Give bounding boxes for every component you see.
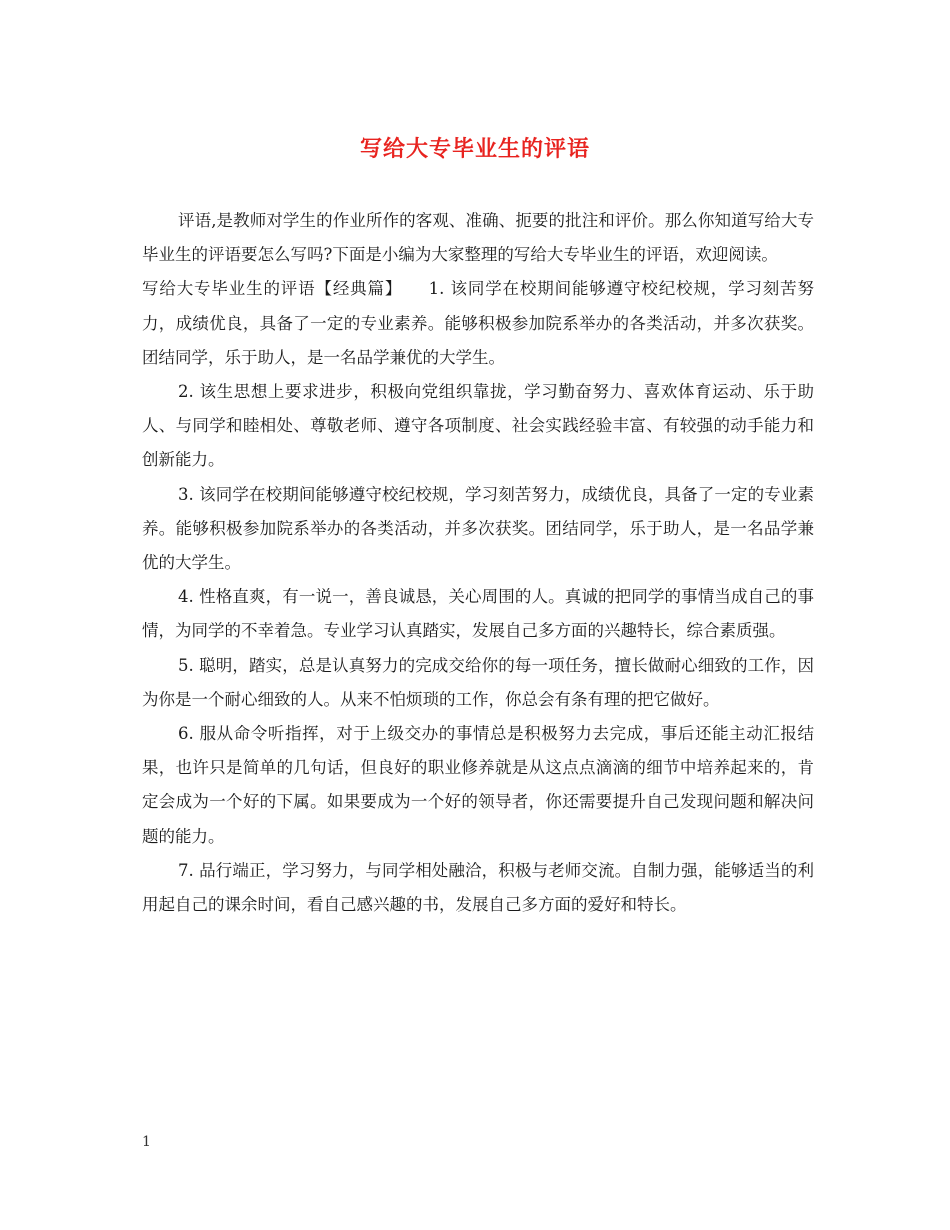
document-title: 写给大专毕业生的评语 <box>359 136 590 162</box>
intro-paragraph: 评语,是教师对学生的作业所作的客观、准确、扼要的批注和评价。那么你知道写给大专毕业生的评语要怎么写吗?下面是小编为大家整理的写给大专毕业生的评语，欢迎阅读。 <box>142 211 814 265</box>
comment-item-4: 4. 性格直爽，有一说一，善良诚恳，关心周围的人。真诚的把同学的事情当成自己的事情，为同学的不幸着急。专业学习认真踏实，发展自己多方面的兴趣特长，综合素质强。 <box>142 587 814 641</box>
comment-item-3: 3. 该同学在校期间能够遵守校纪校规，学习刻苦努力，成绩优良，具备了一定的专业素养。能够积极参加院系举办的各类活动，并多次获奖。团结同学，乐于助人，是一名品学兼优的大学生。 <box>142 484 814 573</box>
page-number: 1 <box>142 1134 151 1150</box>
document-body <box>142 204 814 922</box>
section-heading-paragraph: 写给大专毕业生的评语【经典篇】 1. 该同学在校期间能够遵守校纪校规，学习刻苦努力，成绩优良，具备了一定的专业素养。能够积极参加院系举办的各类活动，并多次获奖。团结同学，乐于助人，是一名品学兼优的大学生。 <box>142 279 814 367</box>
comment-item-6: 6. 服从命令听指挥，对于上级交办的事情总是积极努力去完成，事后还能主动汇报结果，也许只是简单的几句话，但良好的职业修养就是从这点点滴滴的细节中培养起来的，肯定会成为一个好的下属。如果要成为一个好的领导者，你还需要提升自己发现问题和解决问题的能力。 <box>142 724 814 846</box>
comment-item-2: 2. 该生思想上要求进步，积极向党组织靠拢，学习勤奋努力、喜欢体育运动、乐于助人、与同学和睦相处、尊敬老师、遵守各项制度、社会实践经验丰富、有较强的动手能力和创新能力。 <box>142 382 814 470</box>
comment-item-5: 5. 聪明，踏实，总是认真努力的完成交给你的每一项任务，擅长做耐心细致的工作，因为你是一个耐心细致的人。从来不怕烦琐的工作，你总会有条有理的把它做好。 <box>142 655 814 709</box>
comment-item-7: 7. 品行端正，学习努力，与同学相处融洽，积极与老师交流。自制力强，能够适当的利用起自己的课余时间，看自己感兴趣的书，发展自己多方面的爱好和特长。 <box>142 860 814 915</box>
